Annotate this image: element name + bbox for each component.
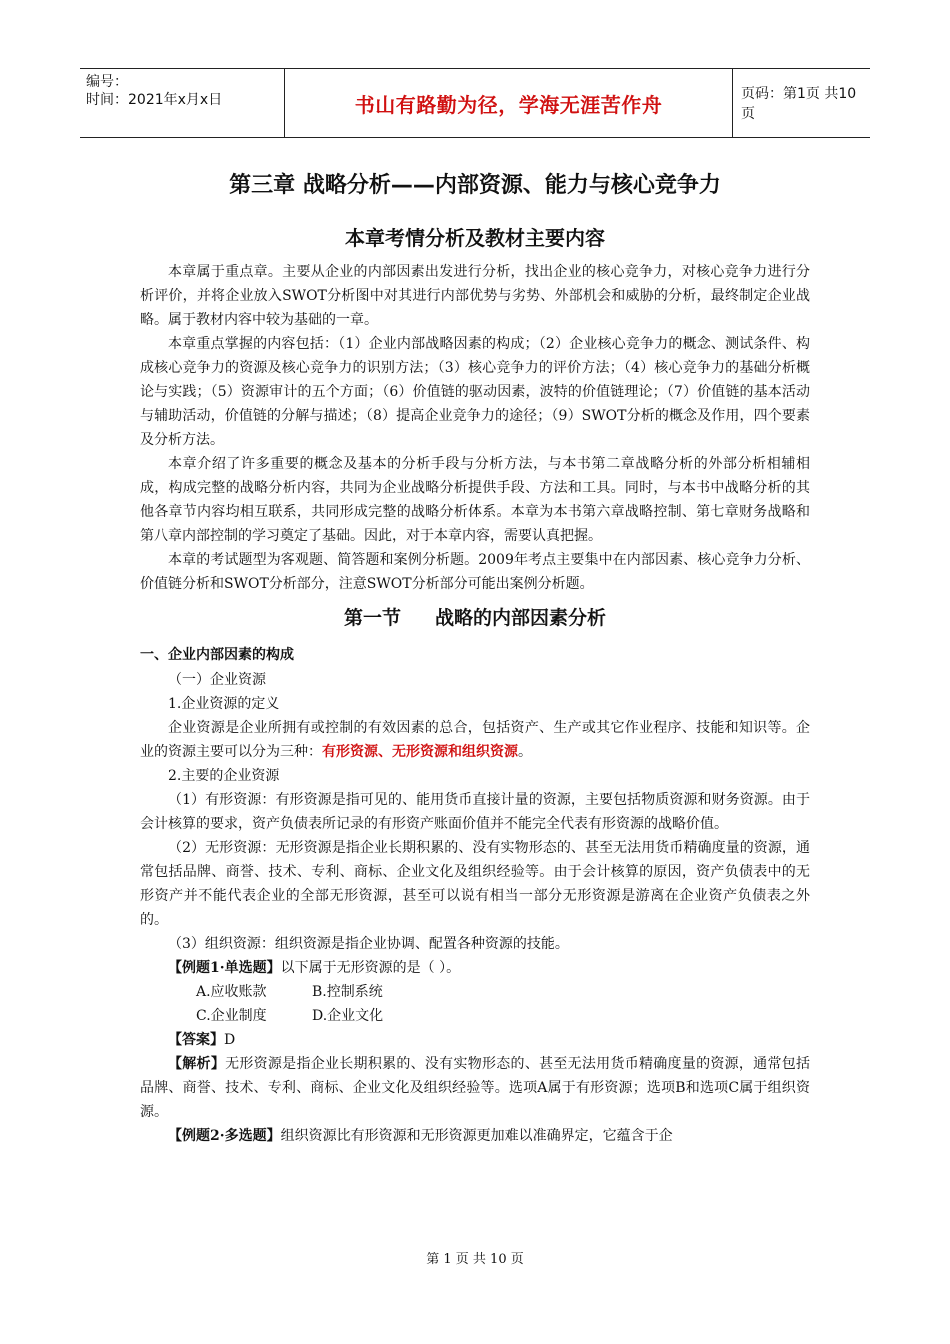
- number-label: 编号：: [86, 74, 128, 90]
- definition-text: 企业资源是企业所拥有或控制的有效因素的总合，包括资产、生产或其它作业程序、技能和知识等。企业的资源主要可以分为三种：: [140, 720, 810, 760]
- resource-paragraph: （2）无形资源：无形资源是指企业长期积累的、没有实物形态的、甚至无法用货币精确度量的资源，通常包括品牌、商誉、技术、专利、商标、企业文化及组织经验等。由于会计核算的原因，资产负债表中的无形资产并不能代表企业的全部无形资源，甚至可以说有相当一部分无形资源是游离在企业资产负债表之外的。: [140, 840, 810, 928]
- header-meta: [80, 69, 284, 137]
- option-b: B.控制系统: [312, 984, 383, 1000]
- time-label: 时间：2021年x月x日: [86, 92, 223, 108]
- overview-paragraph: 本章重点掌握的内容包括：（1）企业内部战略因素的构成；（2）企业核心竞争力的概念、测试条件、构成核心竞争力的资源及核心竞争力的识别方法；（3）核心竞争力的评价方法；（4）核心竞争力的基础分析概论与实践；（5）资源审计的五个方面；（6）价值链的驱动因素，波特的价值链理论；（7）价值链的基本活动与辅助活动，价值链的分解与描述；（8）提高企业竞争力的途径；（9）SWOT分析的概念及作用，四个要素及分析方法。: [140, 336, 810, 448]
- overview-paragraph: 本章的考试题型为客观题、简答题和案例分析题。2009年考点主要集中在内部因素、核心竞争力分析、价值链分析和SWOT分析部分，注意SWOT分析部分可能出案例分析题。: [140, 552, 810, 592]
- section-title: 战略的内部因素分析: [435, 607, 607, 629]
- overview-paragraph: 本章属于重点章。主要从企业的内部因素出发进行分析，找出企业的核心竞争力，对核心竞争力进行分析评价，并将企业放入SWOT分析图中对其进行内部优势与劣势、外部机会和威胁的分析，最终制定企业战略。属于教材内容中较为基础的一章。: [140, 264, 810, 328]
- example-analysis: [140, 1052, 810, 1124]
- document-body: [140, 260, 810, 1148]
- item-heading: 1.企业资源的定义: [168, 696, 280, 712]
- overview-paragraph: 本章介绍了许多重要的概念及基本的分析手段与分析方法，与本书第二章战略分析的外部分析相辅相成，构成完整的战略分析内容，共同为企业战略分析提供手段、方法和工具。同时，与本书中战略分析的其他各章节内容均相互联系，共同形成完整的战略分析体系。本章为本书第六章战略控制、第七章财务战略和第八章内部控制的学习奠定了基础。因此，对于本章内容，需要认真把握。: [140, 456, 810, 544]
- analysis-tag: 【解析】: [168, 1056, 226, 1072]
- item-heading: 2.主要的企业资源: [168, 768, 280, 784]
- answer-value: D: [224, 1032, 236, 1048]
- definition-paragraph: [140, 716, 810, 764]
- analysis-text: 无形资源是指企业长期积累的、没有实物形态的、甚至无法用货币精确度量的资源，通常包括品牌、商誉、技术、专利、商标、企业文化及组织经验等。选项A属于有形资源；选项B和选项C属于组织资源。: [140, 1056, 811, 1120]
- option-d: D.企业文化: [312, 1008, 384, 1024]
- item-heading: （一）企业资源: [168, 672, 266, 688]
- resource-paragraph: （3）组织资源：组织资源是指企业协调、配置各种资源的技能。: [168, 936, 569, 952]
- example-2-tag: 【例题2·多选题】: [168, 1128, 281, 1144]
- resource-paragraph: （1）有形资源：有形资源是指可见的、能用货币直接计量的资源，主要包括物质资源和财务资源。由于会计核算的要求，资产负债表所记录的有形资产账面价值并不能完全代表有形资源的战略价值。: [140, 792, 810, 832]
- option-a: A.应收账款: [196, 984, 267, 1000]
- example-tag: 【例题1·单选题】: [168, 960, 281, 976]
- chapter-title: 第三章 战略分析——内部资源、能力与核心竞争力: [229, 173, 721, 198]
- example-options-row: [140, 1004, 810, 1028]
- section-number: 第一节: [343, 607, 401, 629]
- example-answer: [140, 1028, 810, 1052]
- example-options-row: [140, 980, 810, 1004]
- example-question-text: 以下属于无形资源的是（ ）。: [280, 960, 461, 976]
- example-2: [140, 1124, 810, 1148]
- subsection-heading: 一、企业内部因素的构成: [140, 647, 294, 663]
- header-page-info: 页码：第1页 共10页: [741, 86, 857, 122]
- option-c: C.企业制度: [196, 1008, 267, 1024]
- overview-title: 本章考情分析及教材主要内容: [345, 226, 605, 250]
- example-question: [140, 956, 810, 980]
- header-motto: 书山有路勤为径，学海无涯苦作舟: [284, 69, 733, 137]
- section-heading: [140, 604, 810, 632]
- page-header: [80, 68, 870, 138]
- definition-end: 。: [518, 744, 532, 760]
- example-2-text: 组织资源比有形资源和无形资源更加难以准确界定，它蕴含于企: [280, 1128, 673, 1144]
- definition-highlight: 有形资源、无形资源和组织资源: [322, 744, 518, 760]
- page-footer: 第 1 页 共 10 页: [426, 1252, 524, 1267]
- answer-tag: 【答案】: [168, 1032, 224, 1048]
